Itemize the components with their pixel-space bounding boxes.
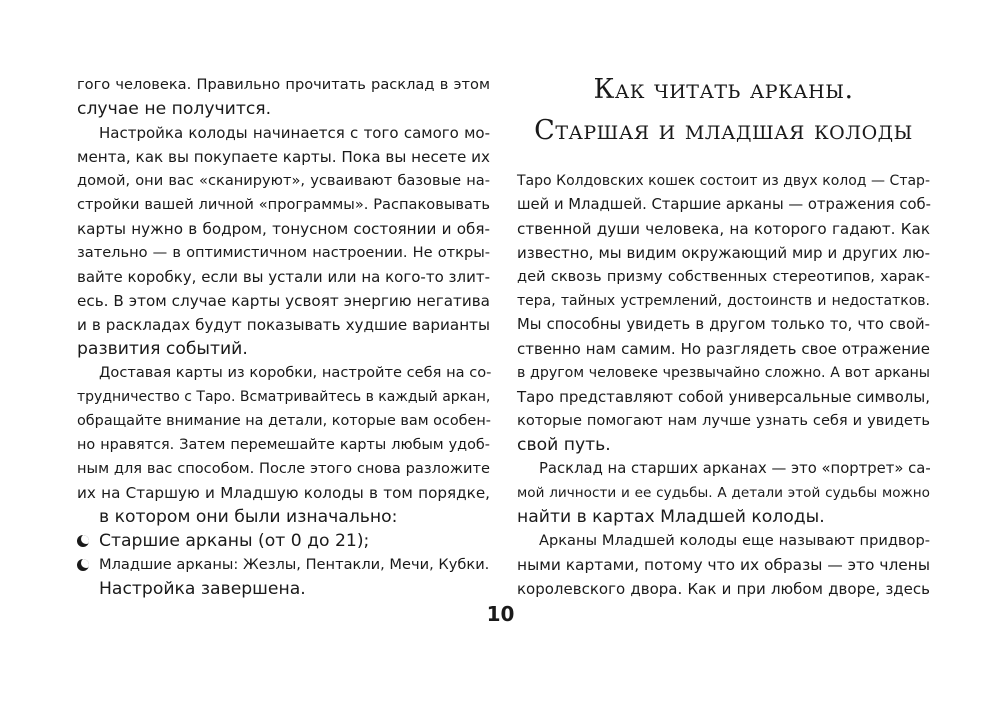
list-item: Младшие арканы: Жезлы, Пентакли, Мечи, Кубки. bbox=[99, 556, 490, 573]
text-line: мента, как вы покупаете карты. Пока вы несете их bbox=[77, 148, 491, 166]
text-line: мой личности и ее судьбы. А детали этой судьбы можно bbox=[517, 485, 930, 501]
text-line: гого человека. Правильно прочитать расклад в этом bbox=[77, 76, 490, 93]
text-line: шей и Младшей. Старшие арканы — отражения соб- bbox=[517, 196, 931, 213]
text-line: трудничество с Таро. Всматривайтесь в каждый аркан, bbox=[77, 389, 491, 405]
text-line: королевского двора. Как и при любом дворе, здесь bbox=[517, 580, 930, 598]
text-line: Настройка колоды начинается с того самого мо- bbox=[99, 124, 490, 142]
text-line: Настройка завершена. bbox=[99, 579, 306, 599]
text-line: ственно нам самим. Но разглядеть свое отражение bbox=[517, 340, 930, 358]
section-heading: Старшая и младшая колоды bbox=[534, 115, 913, 146]
section-heading: Как читать арканы. bbox=[593, 74, 854, 105]
text-line: свой путь. bbox=[517, 435, 611, 455]
text-line: тера, тайных устремлений, достоинств и недостатков. bbox=[517, 293, 930, 309]
crescent-moon-icon bbox=[77, 559, 89, 571]
text-line: но нравятся. Затем перемешайте карты любым удоб- bbox=[77, 437, 490, 453]
text-line: дей сквозь призму собственных стереотипов, харак- bbox=[517, 268, 930, 285]
text-line: их на Старшую и Младшую колоды в том порядке, bbox=[77, 484, 490, 502]
text-line: ным для вас способом. После этого снова разложите bbox=[77, 460, 490, 477]
text-line: известно, мы видим окружающий мир и других лю- bbox=[517, 244, 930, 262]
text-line: вайте коробку, если вы устали или на кого-то злит- bbox=[77, 268, 490, 286]
text-line: в котором они были изначально: bbox=[99, 507, 398, 527]
text-line: Таро Колдовских кошек состоит из двух колод — Стар- bbox=[517, 173, 930, 189]
text-line: есь. В этом случае карты усвоят энергию негатива bbox=[77, 292, 490, 310]
text-line: развития событий. bbox=[77, 339, 248, 359]
text-line: карты нужно в бодром, тонусном состоянии и обя- bbox=[77, 220, 490, 238]
text-line: стройки вашей личной «программы». Распаковывать bbox=[77, 196, 490, 213]
text-line: и в раскладах будут показывать худшие варианты bbox=[77, 316, 490, 334]
page-number: 10 bbox=[486, 602, 515, 626]
list-item: Старшие арканы (от 0 до 21); bbox=[99, 531, 370, 551]
text-line: ными картами, потому что их образы — это члены bbox=[517, 556, 930, 574]
text-line: ственной души человека, на которого гадают. Как bbox=[517, 220, 930, 238]
text-line: в другом человеке чрезвычайно сложно. А вот арканы bbox=[517, 365, 930, 381]
text-line: Доставая карты из коробки, настройте себя на со- bbox=[99, 364, 492, 381]
text-line: случае не получится. bbox=[77, 99, 272, 119]
crescent-moon-icon bbox=[77, 535, 89, 547]
text-line: Расклад на старших арканах — это «портрет» са- bbox=[539, 460, 931, 477]
text-line: Арканы Младшей колоды еще называют придвор- bbox=[539, 532, 930, 549]
text-line: которые помогают нам лучше узнать себя и увидеть bbox=[517, 412, 930, 429]
text-line: зательно — в оптимистичном настроении. Не откры- bbox=[77, 244, 490, 261]
text-line: домой, они вас «сканируют», усваивают базовые на- bbox=[77, 172, 490, 189]
text-line: Таро представляют собой универсальные символы, bbox=[517, 388, 930, 406]
text-line: Мы способны увидеть в другом только то, что свой- bbox=[517, 316, 930, 333]
text-line: найти в картах Младшей колоды. bbox=[517, 507, 825, 527]
text-line: обращайте внимание на детали, которые вам особен- bbox=[77, 413, 491, 429]
